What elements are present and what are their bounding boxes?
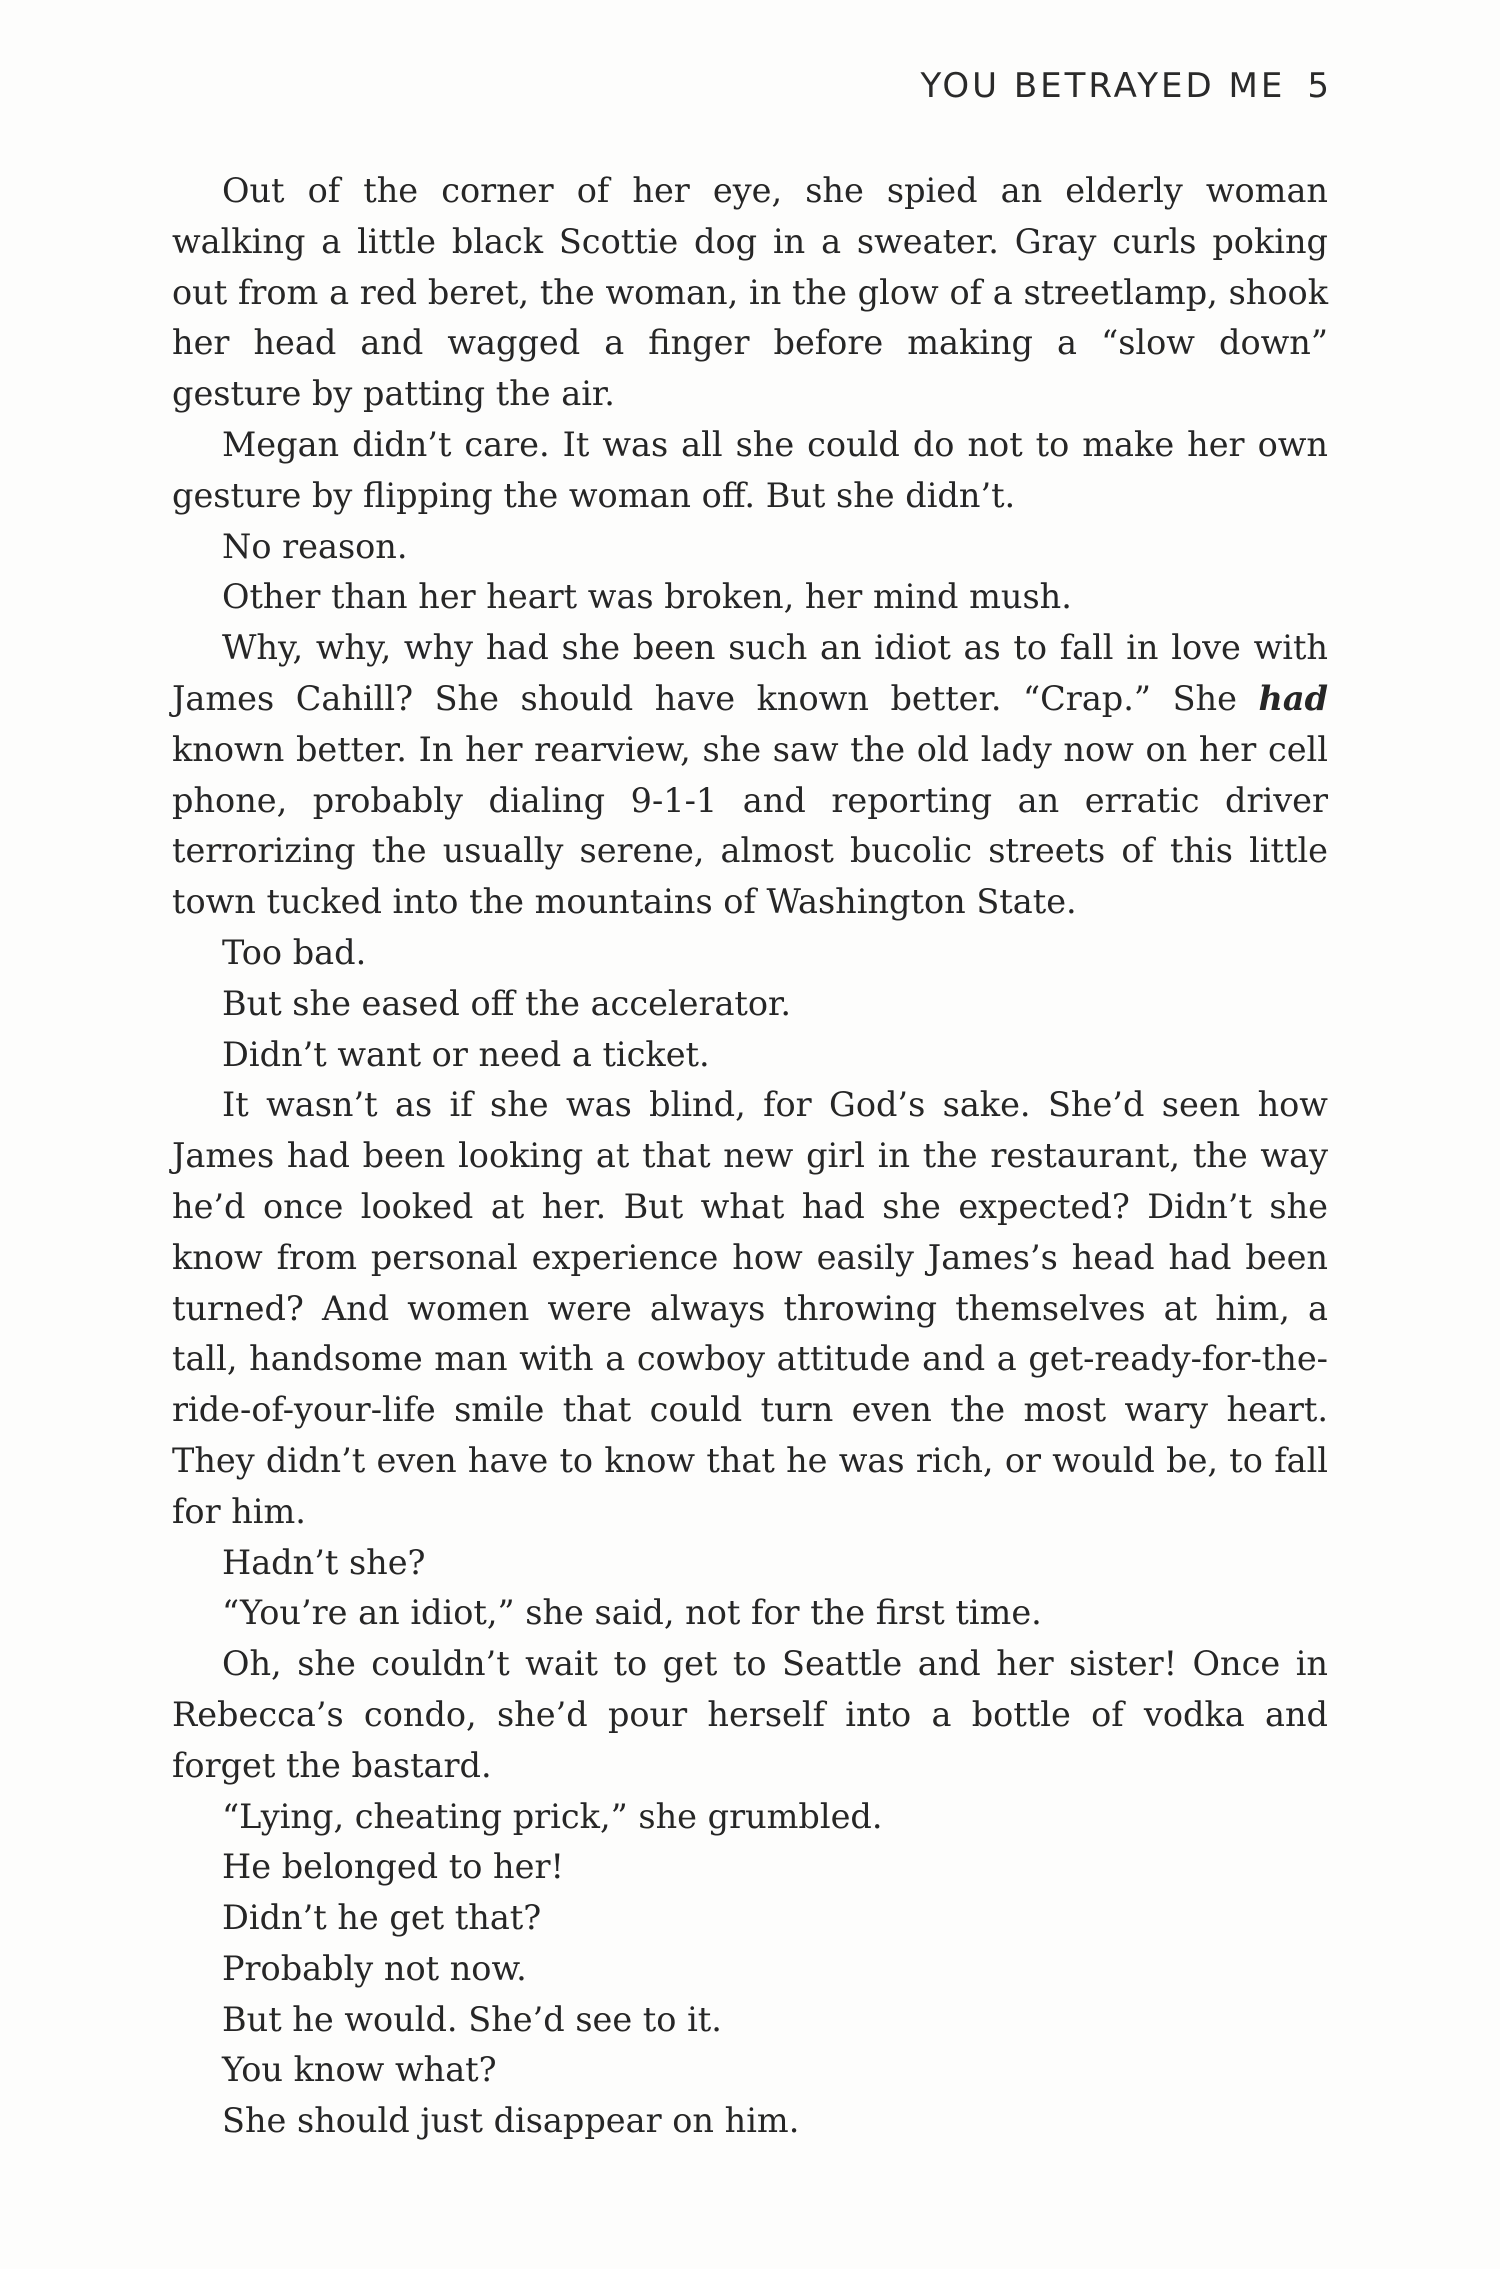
paragraph: Other than her heart was broken, her mind mush. (222, 577, 1072, 617)
body-text (172, 166, 1328, 2147)
paragraph: Hadn’t she? (222, 1542, 426, 1582)
text-run: Why, why, why had she been such an idiot as to fall in love with James Cahill? She should have known better. “Crap.” She (172, 628, 1328, 718)
running-head (920, 66, 1332, 106)
page-number: 5 (1307, 66, 1332, 106)
text-run: known better. In her rearview, she saw the old lady now on her cell phone, probably dialing 9-1-1 and reporting an erratic driver terrorizing the usually serene, almost bucolic streets of this little town tucked into the mountains of Washington State. (172, 729, 1328, 922)
paragraph: Didn’t he get that? (222, 1898, 542, 1938)
paragraph: Out of the corner of her eye, she spied an elderly woman walking a little black Scottie dog in a sweater. Gray curls poking out from a red beret, the woman, in the glow of a streetlamp, shook her head and wagged a finger before making a “slow down” gesture by patting the air. (172, 171, 1328, 414)
paragraph (172, 623, 1328, 928)
paragraph: She should just disappear on him. (222, 2101, 800, 2141)
paragraph: It wasn’t as if she was blind, for God’s sake. She’d seen how James had been looking at that new girl in the restaurant, the way he’d once looked at her. But what had she expected? Didn’t she know from personal experience how easily James’s head had been turned? And women were always throwing themselves at him, a tall, handsome man with a cowboy attitude and a get-ready-for-the-ride-of-your-life smile that could turn even the most wary heart. They didn’t even have to know that he was rich, or would be, to fall for him. (172, 1085, 1328, 1531)
paragraph: “Lying, cheating prick,” she grumbled. (222, 1796, 883, 1836)
paragraph: But she eased off the accelerator. (222, 983, 792, 1023)
paragraph: Oh, she couldn’t wait to get to Seattle and her sister! Once in Rebecca’s condo, she’d pour herself into a bottle of vodka and forget the bastard. (172, 1644, 1328, 1785)
paragraph: No reason. (222, 526, 408, 566)
paragraph: But he would. She’d see to it. (222, 1999, 722, 2039)
paragraph: He belonged to her! (222, 1847, 564, 1887)
paragraph: “You’re an idiot,” she said, not for the first time. (222, 1593, 1042, 1633)
paragraph: Probably not now. (222, 1948, 527, 1988)
running-title: YOU BETRAYED ME (920, 66, 1286, 106)
emphasis-text: had (1258, 678, 1328, 718)
paragraph: Megan didn’t care. It was all she could do not to make her own gesture by flipping the woman off. But she didn’t. (172, 424, 1328, 515)
paragraph: Too bad. (222, 932, 367, 972)
paragraph: You know what? (222, 2050, 497, 2090)
paragraph: Didn’t want or need a ticket. (222, 1034, 710, 1074)
